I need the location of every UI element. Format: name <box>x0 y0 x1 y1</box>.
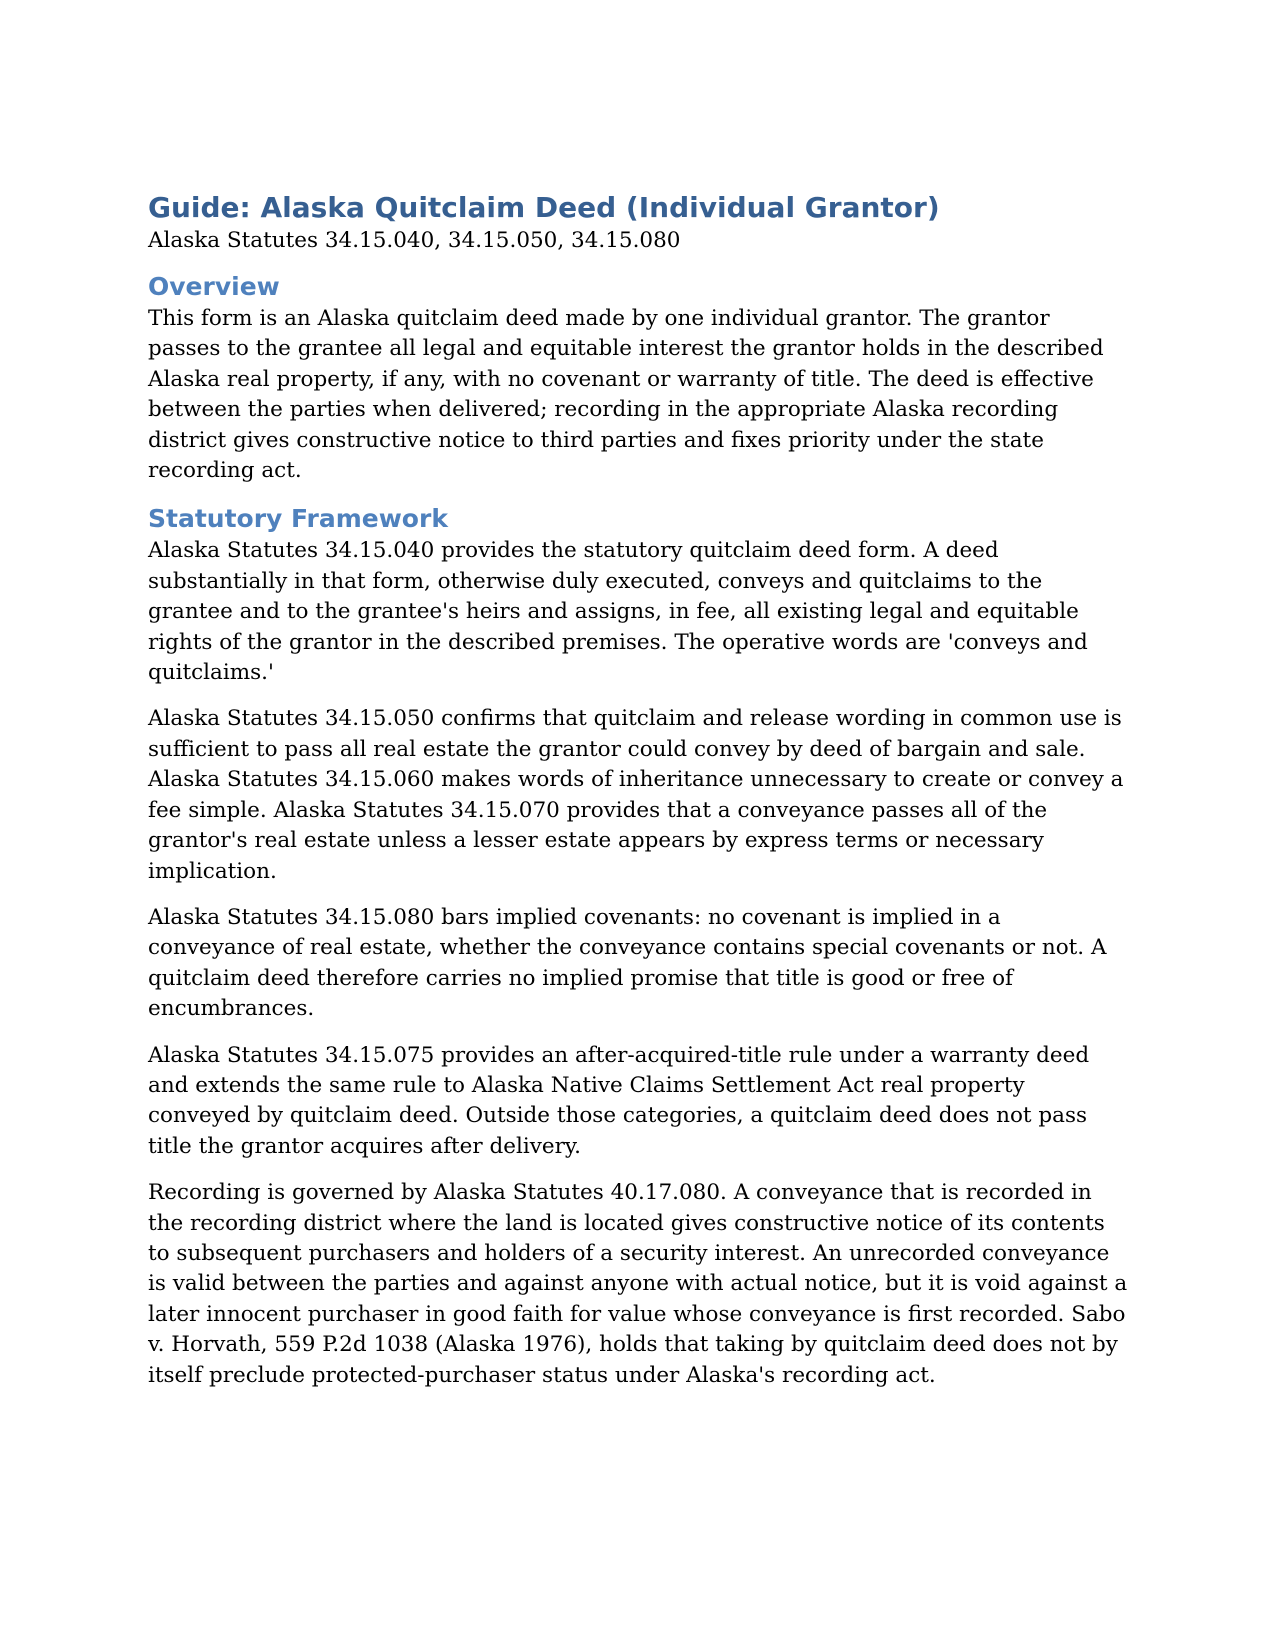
section-statutory-framework <box>148 502 1128 1391</box>
framework-paragraph-implied-covenants: Alaska Statutes 34.15.080 bars implied covenants: no covenant is implied in a conveyance of real estate, whether the conveyance contains special covenants or not. A quitclaim deed therefore carries no implied promise that title is good or free of encumbrances. <box>148 904 1107 1022</box>
framework-paragraph-quitclaim-form: Alaska Statutes 34.15.040 provides the statutory quitclaim deed form. A deed substantially in that form, otherwise duly executed, conveys and quitclaims to the grantee and to the grantee's heirs and assigns, in fee, all existing legal and equitable rights of the grantor in the described premises. The operative words are 'conveys and quitclaims.' <box>148 538 1088 686</box>
framework-paragraph-release-wording: Alaska Statutes 34.15.050 confirms that quitclaim and release wording in common use is sufficient to pass all real estate the grantor could convey by deed of bargain and sale. Alaska Statutes 34.15.060 makes words of inheritance unnecessary to create or convey a fee simple. Alaska Statutes 34.15.070 provides that a conveyance passes all of the grantor's real estate unless a lesser estate appears by express terms or necessary implication. <box>148 706 1124 884</box>
section-heading-overview: Overview <box>148 272 280 301</box>
section-overview <box>148 270 1128 486</box>
document-title: Guide: Alaska Quitclaim Deed (Individual Grantor) <box>148 191 940 224</box>
document-subtitle: Alaska Statutes 34.15.040, 34.15.050, 34.15.080 <box>148 228 681 253</box>
overview-paragraph: This form is an Alaska quitclaim deed made by one individual grantor. The grantor passes to the grantee all legal and equitable interest the grantor holds in the described Alaska real property, if any, with no covenant or warranty of title. The deed is effective between the parties when delivered; recording in the appropriate Alaska recording district gives constructive notice to third parties and fixes priority under the state recording act. <box>148 306 1104 484</box>
section-heading-statutory-framework: Statutory Framework <box>148 504 448 534</box>
framework-paragraph-after-acquired-title: Alaska Statutes 34.15.075 provides an after-acquired-title rule under a warranty deed and extends the same rule to Alaska Native Claims Settlement Act real property conveyed by quitclaim deed. Outside those categories, a quitclaim deed does not pass title the grantor acquires after delivery. <box>148 1042 1090 1159</box>
framework-paragraph-recording: Recording is governed by Alaska Statutes 40.17.080. A conveyance that is recorded in the recording district where the land is located gives constructive notice of its contents to subsequent purchasers and holders of a security interest. An unrecorded conveyance is valid between the parties and against anyone with actual notice, but it is void against a later innocent purchaser in good faith for value whose conveyance is first recorded. Sabo v. Horvath, 559 P.2d 1038 (Alaska 1976), holds that taking by quitclaim deed does not by itself preclude protected-purchaser status under Alaska's recording act. <box>148 1180 1128 1388</box>
document-page <box>148 190 1128 1407</box>
